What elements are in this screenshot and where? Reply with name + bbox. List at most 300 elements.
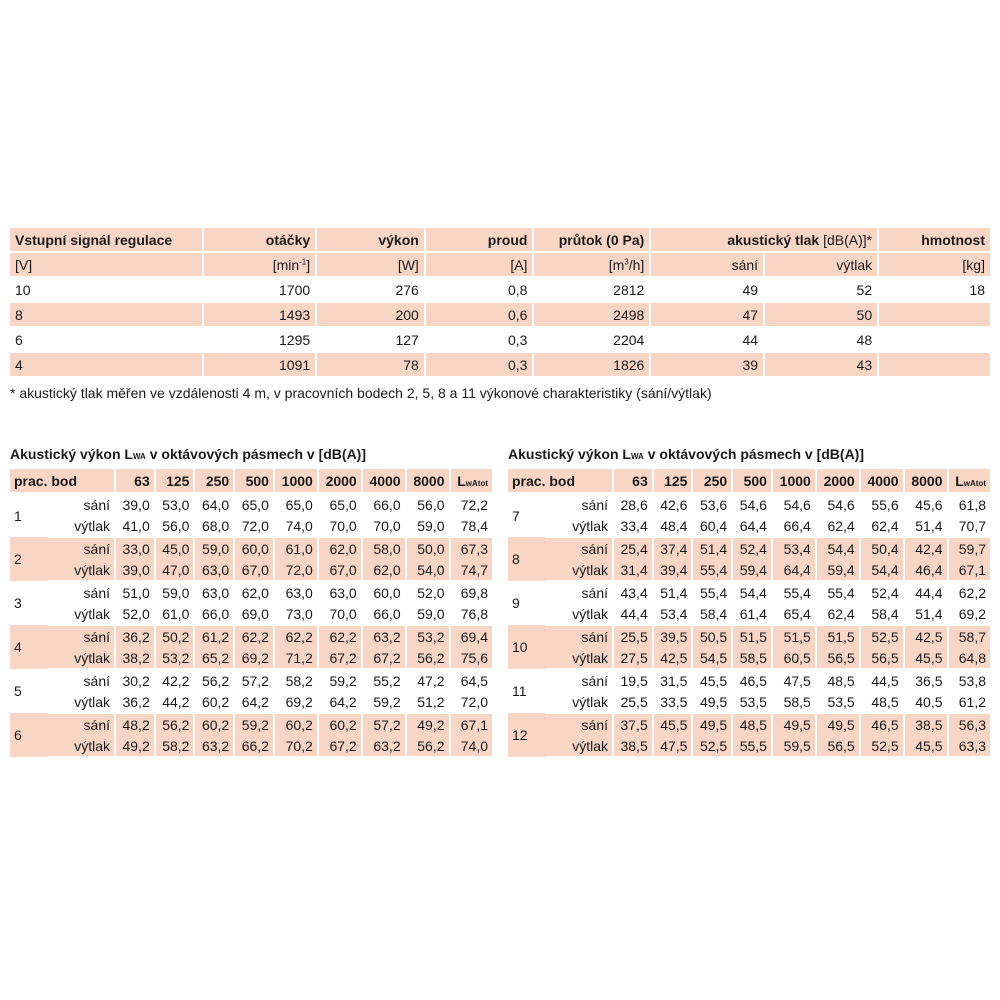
octave-direction: sání: [546, 581, 613, 603]
octave-title-right: [508, 446, 864, 462]
octave-row: [508, 559, 990, 581]
octave-row: [10, 647, 492, 669]
octave-value: 52,4: [732, 537, 772, 559]
octave-value: 51,4: [904, 603, 948, 625]
spec-cell: 43: [764, 352, 878, 377]
octave-value: 52,0: [115, 603, 155, 625]
spec-cell: 47: [650, 302, 764, 327]
octave-value: 61,0: [274, 537, 318, 559]
octave-header-total: [450, 469, 493, 493]
octave-value: 58,0: [362, 537, 406, 559]
octave-header-freq: 125: [155, 469, 195, 493]
octave-row: [10, 603, 492, 625]
octave-direction: výtlak: [546, 691, 613, 713]
octave-value: 72,0: [450, 691, 493, 713]
octave-value: 63,0: [274, 581, 318, 603]
octave-value: 70,7: [948, 515, 991, 537]
octave-header-freq: 2000: [318, 469, 362, 493]
octave-row: [508, 691, 990, 713]
unit-flow-sup: 3: [624, 256, 629, 266]
header-current: proud: [425, 228, 534, 252]
octave-value: 37,5: [613, 713, 653, 735]
octave-value: 64,4: [772, 559, 816, 581]
octave-header-freq: 4000: [860, 469, 904, 493]
spec-units-row: [10, 252, 990, 277]
octave-value: 44,4: [904, 581, 948, 603]
octave-row: [508, 647, 990, 669]
octave-value: 61,8: [958, 496, 986, 513]
spec-cell: 1493: [203, 302, 317, 327]
spec-cell: 50: [764, 302, 878, 327]
octave-value: 69,0: [234, 603, 274, 625]
spec-row: [10, 302, 990, 327]
octave-value: 60,2: [194, 713, 234, 735]
fan-spec-table: [10, 228, 990, 378]
octave-row: [10, 537, 492, 559]
octave-value: 31,4: [613, 559, 653, 581]
octave-value: 46,5: [860, 713, 904, 735]
octave-row: [10, 515, 492, 537]
octave-value: 60,0: [362, 581, 406, 603]
octave-value: 42,5: [653, 647, 693, 669]
octave-direction: sání: [48, 713, 115, 735]
octave-value: 58,4: [860, 603, 904, 625]
octave-header-point: prac. bod: [10, 469, 115, 493]
octave-value: 71,2: [274, 647, 318, 669]
octave-value: 55,4: [772, 581, 816, 603]
octave-value: 49,5: [772, 713, 816, 735]
octave-value: 61,0: [155, 603, 195, 625]
octave-value: 58,7: [958, 628, 986, 645]
octave-value: 54,4: [860, 559, 904, 581]
octave-value: 61,4: [732, 603, 772, 625]
spec-cell: 44: [650, 327, 764, 352]
octave-value: 56,5: [860, 647, 904, 669]
octave-value: 66,0: [362, 603, 406, 625]
octave-value: 53,2: [406, 625, 450, 647]
unit-weight: [kg]: [878, 252, 990, 277]
octave-value: 52,5: [692, 735, 732, 757]
octave-direction: sání: [546, 669, 613, 691]
octave-value: 58,4: [692, 603, 732, 625]
octave-value: 33,4: [613, 515, 653, 537]
octave-value: 44,2: [155, 691, 195, 713]
octave-header-freq: 1000: [274, 469, 318, 493]
octave-direction: výtlak: [48, 691, 115, 713]
octave-value: 38,2: [115, 647, 155, 669]
octave-value: 62,2: [318, 625, 362, 647]
spec-cell: [878, 302, 990, 327]
octave-value: 59,0: [406, 603, 450, 625]
spec-row: [10, 327, 990, 352]
octave-value: 54,6: [816, 493, 860, 515]
octave-value: 62,0: [234, 581, 274, 603]
octave-value: 63,0: [194, 581, 234, 603]
octave-value: 60,5: [772, 647, 816, 669]
octave-value: 27,5: [613, 647, 653, 669]
octave-value: 42,6: [653, 493, 693, 515]
octave-value: 47,0: [155, 559, 195, 581]
octave-value: 62,4: [816, 603, 860, 625]
octave-value: 51,2: [406, 691, 450, 713]
octave-value: 19,5: [613, 669, 653, 691]
octave-direction: výtlak: [48, 735, 115, 757]
octave-value: 31,5: [653, 669, 693, 691]
octave-row: [10, 713, 492, 735]
octave-value: 65,0: [234, 493, 274, 515]
octave-value: 54,6: [772, 493, 816, 515]
octave-value: 49,5: [692, 691, 732, 713]
octave-value: 54,5: [692, 647, 732, 669]
octave-title-post: v oktávových pásmech v [dB(A)]: [643, 446, 864, 462]
octave-value: 59,7: [958, 540, 986, 557]
octave-value: 69,8: [460, 584, 488, 601]
octave-point-number: 5: [14, 683, 22, 699]
octave-value: 54,0: [406, 559, 450, 581]
octave-direction: výtlak: [546, 515, 613, 537]
octave-title-sub: WA: [630, 452, 644, 461]
octave-row: [508, 735, 990, 757]
octave-value: 51,5: [816, 625, 860, 647]
octave-value: 55,6: [860, 493, 904, 515]
octave-value: 59,2: [318, 669, 362, 691]
unit-power: [W]: [316, 252, 425, 277]
octave-point-number: 1: [14, 507, 22, 524]
spec-cell: 200: [316, 302, 425, 327]
octave-title-post: v oktávových pásmech v [dB(A)]: [145, 446, 366, 462]
octave-value: 30,2: [115, 669, 155, 691]
octave-value: 64,5: [460, 672, 488, 689]
octave-row: [508, 493, 990, 515]
octave-value: 43,4: [613, 581, 653, 603]
octave-point-number: 2: [14, 551, 22, 567]
octave-value: 59,0: [406, 515, 450, 537]
octave-direction: výtlak: [546, 735, 613, 757]
spec-body: [10, 277, 990, 377]
octave-value: 64,0: [194, 493, 234, 515]
octave-value: 63,3: [948, 735, 991, 757]
octave-value: 55,4: [692, 559, 732, 581]
octave-value: 56,3: [958, 716, 986, 733]
octave-value: 51,5: [732, 625, 772, 647]
octave-value: 65,2: [194, 647, 234, 669]
spec-cell: 1700: [203, 277, 317, 302]
octave-direction: sání: [546, 625, 613, 647]
octave-value: 63,2: [194, 735, 234, 757]
octave-value: 56,0: [155, 515, 195, 537]
spec-cell: [878, 352, 990, 377]
octave-value: 78,4: [450, 515, 493, 537]
octave-value: 56,2: [406, 735, 450, 757]
octave-value: 56,2: [155, 713, 195, 735]
octave-value: 48,5: [860, 691, 904, 713]
octave-value: 70,0: [318, 515, 362, 537]
spec-cell: 0,3: [425, 327, 534, 352]
octave-value: 53,6: [692, 493, 732, 515]
octave-value: 70,0: [362, 515, 406, 537]
octave-value: 56,0: [406, 493, 450, 515]
octave-row: [10, 493, 492, 515]
octave-value: 25,4: [613, 537, 653, 559]
spec-cell: 49: [650, 277, 764, 302]
octave-value: 49,2: [115, 735, 155, 757]
spec-cell: 39: [650, 352, 764, 377]
header-weight: hmotnost: [878, 228, 990, 252]
spec-cell: 2812: [533, 277, 650, 302]
spec-cell: 2498: [533, 302, 650, 327]
octave-value: 72,2: [460, 496, 488, 513]
octave-header-freq: 63: [115, 469, 155, 493]
octave-header-freq: 8000: [406, 469, 450, 493]
octave-row: [508, 603, 990, 625]
footnote: * akustický tlak měřen ve vzdálenosti 4 m, v pracovních bodech 2, 5, 8 a 11 výkonové charakteristiky (sání/výtlak): [10, 385, 712, 401]
octave-value: 70,0: [318, 603, 362, 625]
octave-point-number: 10: [512, 639, 528, 655]
octave-value: 69,2: [948, 603, 991, 625]
octave-point-number: 7: [512, 507, 520, 524]
octave-value: 65,4: [772, 603, 816, 625]
octave-row: [508, 713, 990, 735]
octave-value: 61,2: [194, 625, 234, 647]
octave-value: 39,4: [653, 559, 693, 581]
header-power: výkon: [316, 228, 425, 252]
octave-value: 66,0: [362, 493, 406, 515]
octave-value: 67,2: [362, 647, 406, 669]
octave-title-pre: Akustický výkon L: [508, 446, 631, 462]
octave-value: 45,5: [692, 669, 732, 691]
octave-value: 63,2: [362, 625, 406, 647]
octave-value: 47,5: [653, 735, 693, 757]
octave-row: [508, 581, 990, 603]
octave-value: 38,5: [904, 713, 948, 735]
octave-value: 59,2: [362, 691, 406, 713]
octave-value: 49,2: [406, 713, 450, 735]
octave-direction: výtlak: [546, 603, 613, 625]
octave-point-number: 12: [512, 727, 528, 743]
header-signal: Vstupní signál regulace: [10, 228, 203, 252]
octave-value: 61,2: [948, 691, 991, 713]
unit-rpm: [203, 252, 317, 277]
octave-value: 60,2: [274, 713, 318, 735]
spec-cell: [878, 327, 990, 352]
octave-total-sub: wAtot: [963, 478, 986, 488]
unit-suction: sání: [650, 252, 764, 277]
octave-header-row: [508, 469, 990, 493]
octave-value: 48,5: [816, 669, 860, 691]
unit-discharge: výtlak: [764, 252, 878, 277]
octave-direction: sání: [546, 493, 613, 515]
octave-value: 42,4: [904, 537, 948, 559]
spec-cell: 6: [10, 327, 203, 352]
octave-value: 64,2: [234, 691, 274, 713]
octave-value: 44,5: [860, 669, 904, 691]
spec-row: [10, 277, 990, 302]
octave-value: 53,0: [155, 493, 195, 515]
spec-cell: 0,3: [425, 352, 534, 377]
unit-signal: [V]: [10, 252, 203, 277]
octave-value: 66,0: [194, 603, 234, 625]
octave-value: 48,2: [115, 713, 155, 735]
octave-value: 56,2: [194, 669, 234, 691]
octave-value: 25,5: [613, 625, 653, 647]
octave-header-freq: 250: [692, 469, 732, 493]
spec-cell: 8: [10, 302, 203, 327]
octave-value: 58,5: [732, 647, 772, 669]
octave-value: 65,0: [318, 493, 362, 515]
octave-value: 51,4: [692, 537, 732, 559]
octave-row: [10, 581, 492, 603]
octave-value: 70,2: [274, 735, 318, 757]
spec-cell: 0,6: [425, 302, 534, 327]
octave-table-left: [10, 469, 492, 758]
octave-value: 51,4: [904, 515, 948, 537]
octave-value: 55,5: [732, 735, 772, 757]
octave-direction: výtlak: [48, 647, 115, 669]
octave-value: 74,0: [274, 515, 318, 537]
octave-value: 57,2: [362, 713, 406, 735]
spec-cell: 18: [878, 277, 990, 302]
octave-value: 45,5: [653, 713, 693, 735]
spec-row: [10, 352, 990, 377]
octave-value: 64,4: [732, 515, 772, 537]
octave-value: 69,2: [274, 691, 318, 713]
octave-value: 64,2: [318, 691, 362, 713]
octave-value: 52,5: [860, 735, 904, 757]
octave-value: 72,0: [234, 515, 274, 537]
octave-value: 63,2: [362, 735, 406, 757]
octave-point-number: 8: [512, 551, 520, 567]
spec-cell: 4: [10, 352, 203, 377]
octave-value: 59,5: [772, 735, 816, 757]
octave-value: 45,0: [155, 537, 195, 559]
octave-row: [10, 625, 492, 647]
spec-cell: 276: [316, 277, 425, 302]
octave-value: 69,2: [234, 647, 274, 669]
octave-total-sub: wAtot: [465, 478, 488, 488]
spec-cell: 2204: [533, 327, 650, 352]
octave-value: 39,0: [115, 493, 155, 515]
octave-value: 62,4: [816, 515, 860, 537]
unit-flow-base: [m: [608, 256, 625, 273]
octave-value: 54,6: [732, 493, 772, 515]
spec-cell: 48: [764, 327, 878, 352]
octave-value: 45,6: [904, 493, 948, 515]
octave-row: [508, 515, 990, 537]
octave-direction: sání: [48, 493, 115, 515]
octave-value: 53,5: [732, 691, 772, 713]
spec-cell: 1295: [203, 327, 317, 352]
octave-point-number: 3: [14, 595, 22, 611]
octave-value: 51,0: [115, 581, 155, 603]
octave-value: 48,5: [732, 713, 772, 735]
octave-row: [10, 559, 492, 581]
octave-header-freq: 2000: [816, 469, 860, 493]
octave-header-freq: 500: [234, 469, 274, 493]
octave-value: 59,0: [155, 581, 195, 603]
octave-value: 55,4: [692, 581, 732, 603]
octave-value: 36,5: [904, 669, 948, 691]
octave-value: 42,2: [155, 669, 195, 691]
octave-value: 48,4: [653, 515, 693, 537]
octave-value: 49,5: [692, 713, 732, 735]
octave-value: 62,2: [234, 625, 274, 647]
octave-value: 60,0: [234, 537, 274, 559]
octave-title-sub: WA: [132, 452, 146, 461]
octave-value: 56,2: [406, 647, 450, 669]
octave-value: 74,0: [450, 735, 493, 757]
octave-value: 60,4: [692, 515, 732, 537]
octave-value: 53,2: [155, 647, 195, 669]
octave-value: 52,5: [860, 625, 904, 647]
octave-value: 58,2: [155, 735, 195, 757]
spec-cell: 52: [764, 277, 878, 302]
unit-flow-close: /h]: [628, 256, 645, 273]
octave-value: 63,0: [318, 581, 362, 603]
spec-cell: 10: [10, 277, 203, 302]
octave-value: 76,8: [450, 603, 493, 625]
header-sound-pressure: [650, 228, 878, 252]
octave-value: 64,8: [948, 647, 991, 669]
octave-header-freq: 125: [653, 469, 693, 493]
octave-value: 68,0: [194, 515, 234, 537]
octave-value: 47,2: [406, 669, 450, 691]
octave-value: 67,3: [460, 540, 488, 557]
octave-value: 51,4: [653, 581, 693, 603]
spec-header-row: [10, 228, 990, 252]
octave-value: 39,5: [653, 625, 693, 647]
octave-value: 56,5: [816, 735, 860, 757]
octave-value: 55,4: [816, 581, 860, 603]
octave-point-number: 6: [14, 727, 22, 743]
octave-direction: sání: [48, 669, 115, 691]
octave-table-right: [508, 469, 990, 758]
octave-direction: výtlak: [48, 603, 115, 625]
octave-value: 73,0: [274, 603, 318, 625]
octave-value: 45,5: [904, 735, 948, 757]
octave-value: 49,5: [816, 713, 860, 735]
octave-direction: sání: [48, 537, 115, 559]
octave-value: 39,0: [115, 559, 155, 581]
header-sound-pressure-unit: [dB(A)]*: [823, 231, 873, 248]
unit-current: [A]: [425, 252, 534, 277]
spec-cell: 78: [316, 352, 425, 377]
octave-title-left: [10, 446, 366, 462]
octave-value: 54,4: [732, 581, 772, 603]
octave-value: 72,0: [274, 559, 318, 581]
octave-header-point: prac. bod: [508, 469, 613, 493]
octave-value: 38,5: [613, 735, 653, 757]
octave-direction: sání: [546, 537, 613, 559]
octave-row: [508, 669, 990, 691]
octave-value: 66,4: [772, 515, 816, 537]
octave-row: [10, 691, 492, 713]
octave-value: 50,4: [860, 537, 904, 559]
octave-value: 67,2: [318, 735, 362, 757]
octave-point-number: 9: [512, 595, 520, 611]
octave-value: 36,2: [115, 691, 155, 713]
header-rpm: otáčky: [203, 228, 317, 252]
octave-value: 67,1: [948, 559, 991, 581]
octave-value: 47,5: [772, 669, 816, 691]
octave-header-freq: 8000: [904, 469, 948, 493]
octave-value: 69,4: [460, 628, 488, 645]
octave-value: 33,5: [653, 691, 693, 713]
octave-value: 52,0: [406, 581, 450, 603]
octave-header-total: [948, 469, 991, 493]
octave-value: 57,2: [234, 669, 274, 691]
octave-value: 63,0: [194, 559, 234, 581]
octave-direction: sání: [48, 581, 115, 603]
